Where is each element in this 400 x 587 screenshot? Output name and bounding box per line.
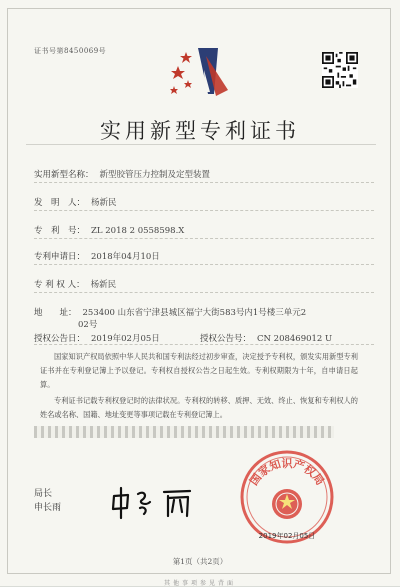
field-value: 新型胶管压力控制及定型装置 (99, 170, 211, 180)
field-label: 专 利 号： (34, 226, 86, 236)
field-address-continued (72, 318, 97, 330)
page-number: 第1页（共2页） (172, 557, 228, 566)
field-value: ZL 2018 2 0558598.X (91, 226, 185, 236)
certificate-number: 证书号第8450069号 (34, 47, 107, 55)
official-seal (238, 448, 336, 546)
divider (34, 292, 374, 293)
director-name: 申长雨 (34, 503, 62, 513)
director-title: 局长 (34, 489, 53, 499)
field-value: 02号 (78, 320, 98, 330)
statement-paragraph: 专利证书记载专利权登记时的法律状况。专利权的转移、质押、无效、终止、恢复和专利权人的姓名或名称、国籍、地址变更等事项记载在专利登记簿上。 (40, 396, 358, 419)
director-signature (108, 486, 200, 520)
field-utility-model-name (34, 168, 210, 180)
field-label: 授权公告日： (34, 334, 86, 344)
field-patentee (34, 278, 116, 290)
qr-code (322, 52, 358, 88)
field-value: 2019年02月05日 (91, 334, 160, 344)
field-label: 专利申请日： (34, 252, 86, 262)
field-patent-number (34, 224, 184, 236)
divider (34, 238, 374, 239)
field-inventor (34, 196, 117, 208)
cnipa-emblem-icon (170, 42, 232, 100)
field-label: 授权公告号： (200, 334, 252, 344)
seal-text: 国家知识产权局 (247, 457, 327, 488)
security-pattern (34, 426, 334, 438)
certificate-title: 实用新型专利证书 (100, 119, 300, 143)
field-application-date (34, 250, 160, 262)
field-value: 2018年04月10日 (91, 252, 160, 262)
statement-paragraph: 国家知识产权局依照中华人民共和国专利法经过初步审查，决定授予专利权，颁发实用新型专利证书并在专利登记簿上予以登记。专利权自授权公告之日起生效。专利权期限为十年，自申请日起算。 (40, 352, 358, 389)
field-address (34, 306, 306, 318)
footer-note: 其他事项参见背面 (163, 580, 236, 587)
seal-date: 2019年02月05日 (258, 532, 316, 540)
field-value: 253400 山东省宁津县城区福宁大街583号内1号楼三单元2 (82, 308, 307, 318)
field-label: 地 址： (34, 308, 77, 318)
field-label: 发 明 人： (34, 198, 86, 208)
field-grant-number (200, 332, 332, 344)
divider (34, 264, 374, 265)
field-value: 杨新民 (91, 198, 117, 208)
field-label: 专 利 权 人： (34, 280, 85, 290)
divider (34, 182, 374, 183)
field-grant-date (34, 332, 160, 344)
divider (34, 210, 374, 211)
divider (34, 344, 374, 345)
field-value: 杨新民 (90, 280, 117, 290)
field-value: CN 208469012 U (257, 334, 333, 344)
field-label: 实用新型名称： (34, 170, 94, 180)
title-divider (26, 144, 376, 145)
